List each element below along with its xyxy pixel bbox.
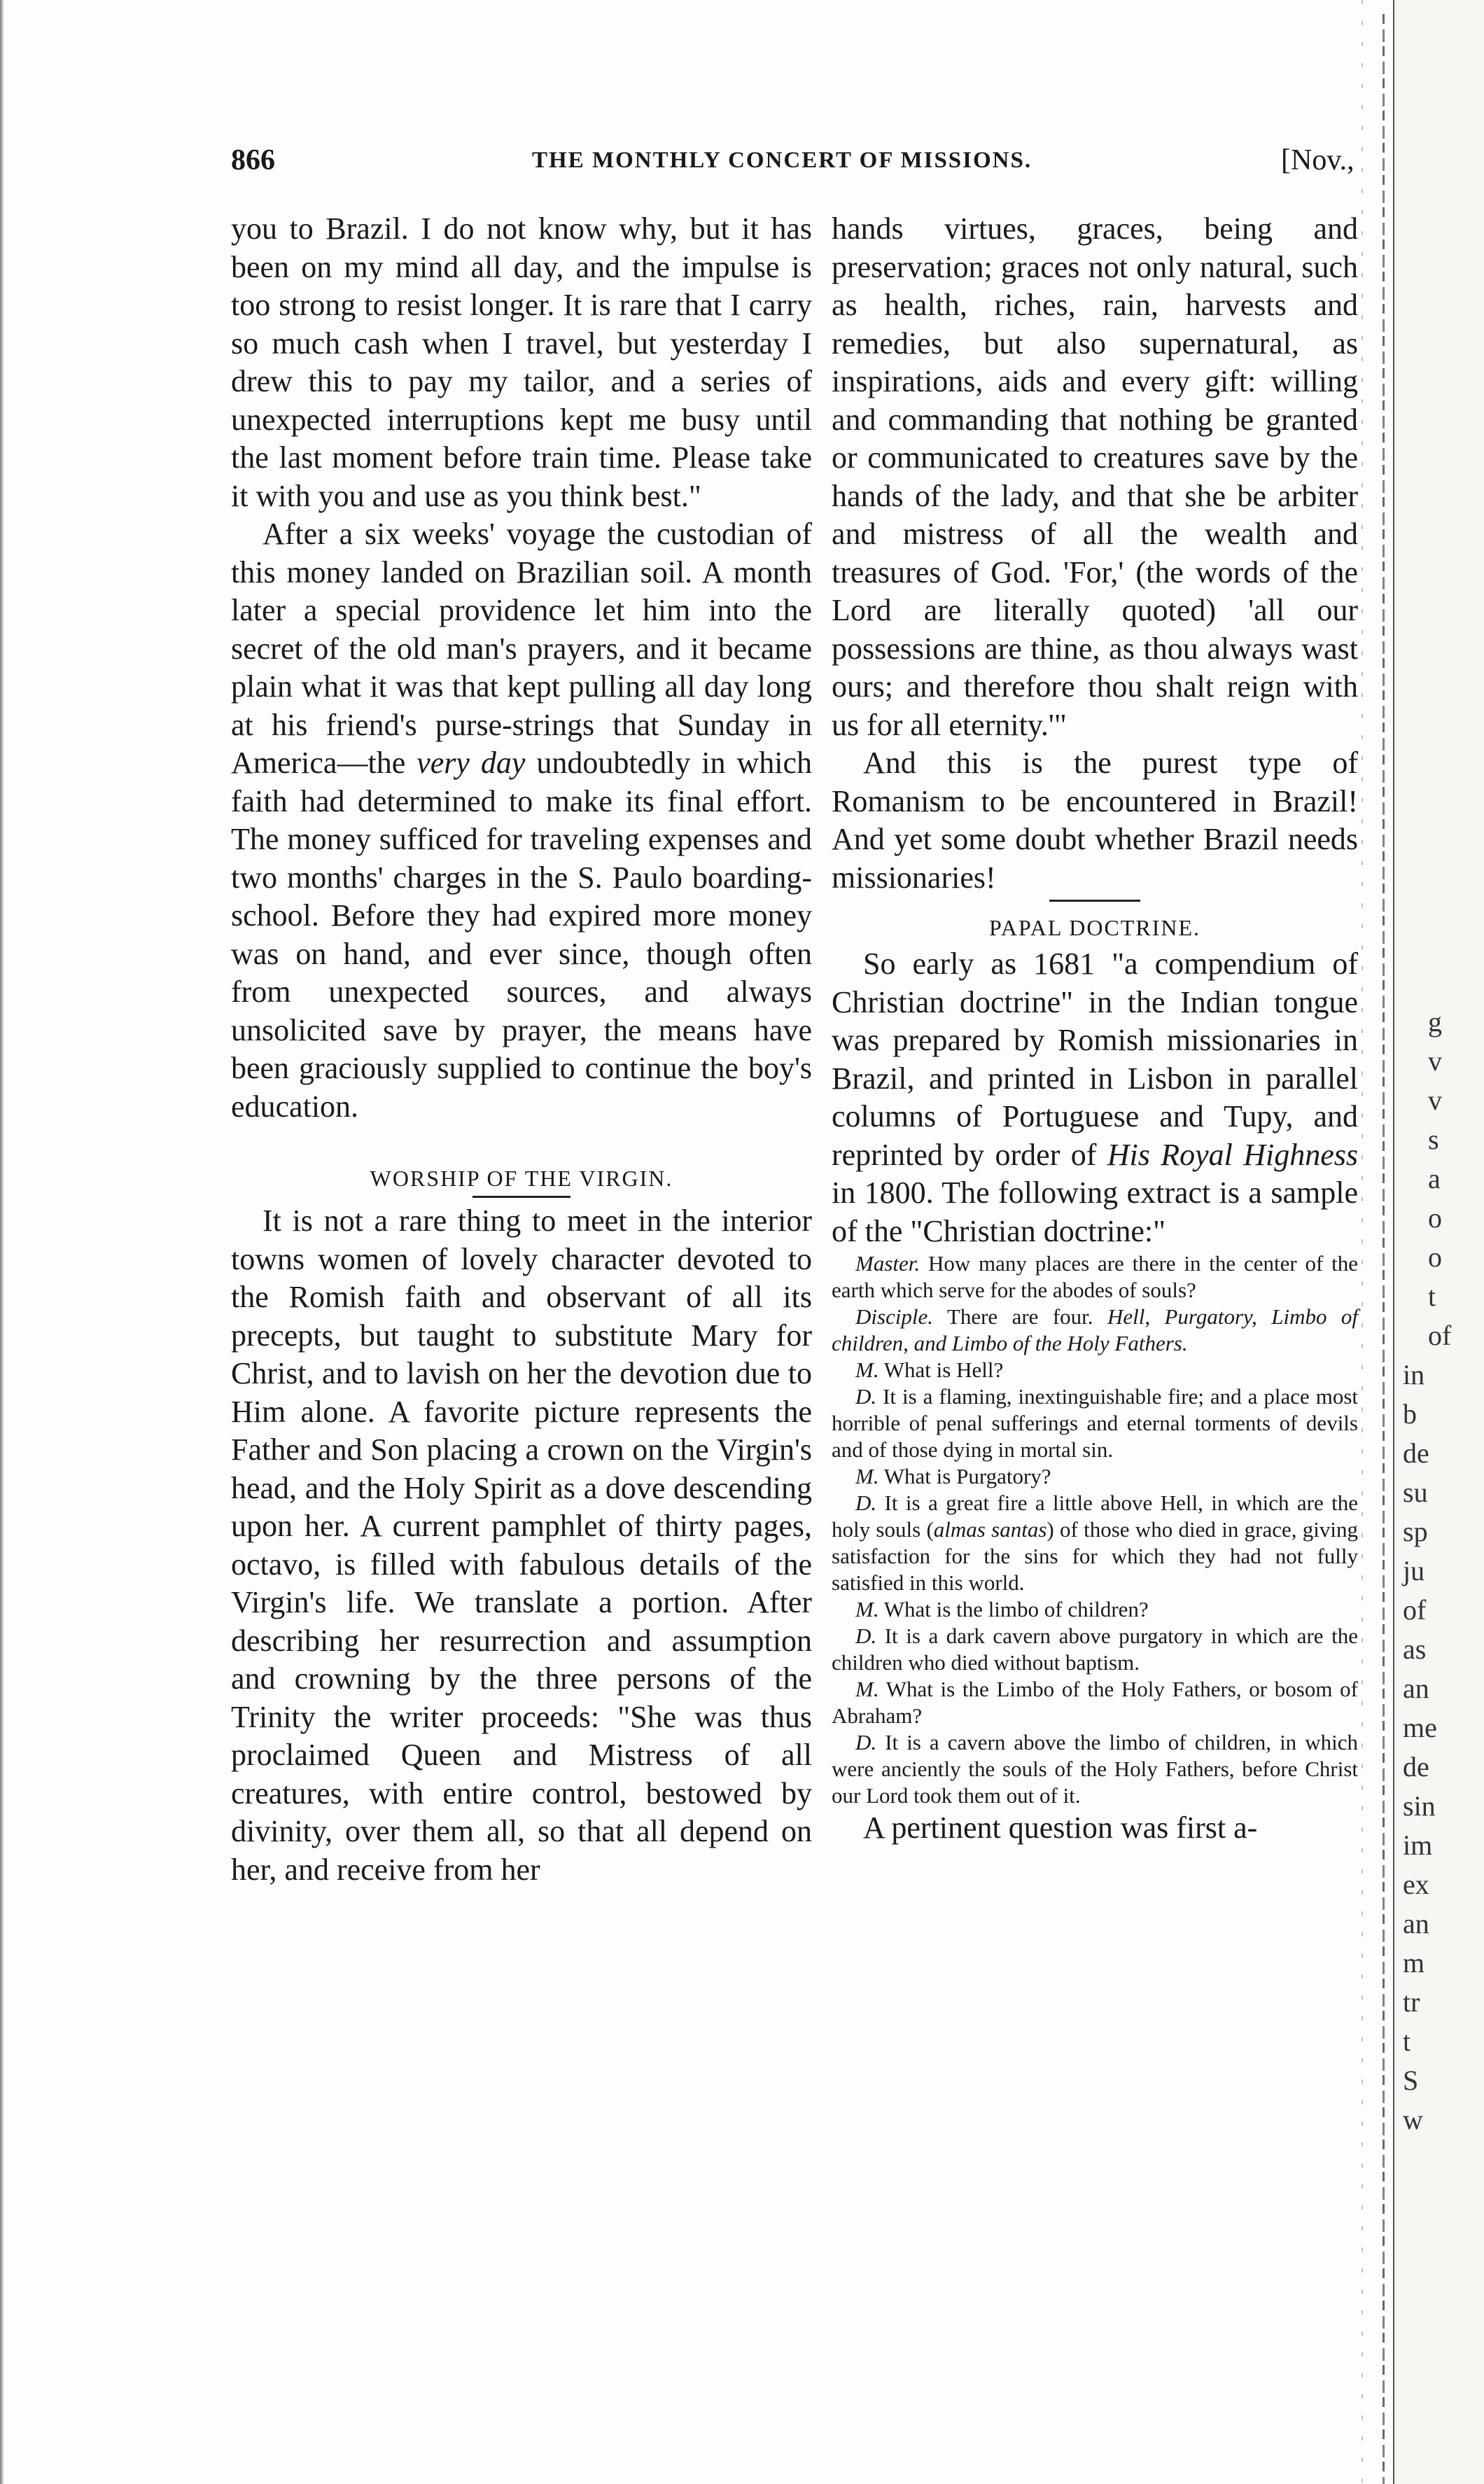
adjacent-page-fragment: an: [1403, 1908, 1429, 1939]
adjacent-page-fragment: sp: [1403, 1516, 1428, 1547]
dialogue-speaker: D.: [855, 1624, 877, 1648]
adjacent-page-fragment: in: [1403, 1359, 1425, 1390]
adjacent-page-fragment: de: [1403, 1437, 1429, 1469]
page-header: [217, 144, 1372, 186]
adjacent-page-fragment: me: [1403, 1712, 1437, 1743]
adjacent-page-fragment: of: [1403, 1594, 1427, 1626]
catechism-dialogue: [832, 1250, 1358, 1809]
dialogue-speaker: D.: [855, 1384, 877, 1409]
dialogue-line: D. It is a great fire a little above Hell, in which are the holy souls (almas santas) of those who died in grace, giving satisfaction for the sins for which they had not fully satisfied in this world.: [832, 1491, 1358, 1595]
heading-rule: [472, 1196, 570, 1198]
dialogue-speaker: Master.: [855, 1251, 920, 1276]
dialogue-speaker: M.: [855, 1464, 879, 1488]
adjacent-page-fragment: S: [1403, 2065, 1419, 2096]
adjacent-page-fragment: tr: [1403, 1986, 1420, 2018]
adjacent-page-fragment: s: [1428, 1124, 1439, 1155]
dialogue-line: M. What is the limbo of children?: [855, 1597, 1149, 1621]
dialogue-speaker: Disciple.: [855, 1304, 934, 1329]
adjacent-page-fragment: m: [1403, 1947, 1425, 1979]
adjacent-page-fragment: im: [1403, 1829, 1433, 1861]
adjacent-page-fragment: de: [1403, 1751, 1429, 1782]
adjacent-page-fragment: sin: [1403, 1790, 1436, 1822]
right-column: [832, 210, 1358, 1848]
adjacent-page-fragment: ex: [1403, 1869, 1429, 1900]
gutter-fold: [1382, 14, 1385, 2484]
page-number: 866: [231, 144, 275, 176]
dialogue-line: D. It is a dark cavern above purgatory in which are the children who died without baptism.: [832, 1624, 1358, 1675]
dialogue-line: D. It is a flaming, inextinguishable fire; and a place most horrible of penal sufferings and eternal torments of devils and of those dying in mortal sin.: [832, 1384, 1358, 1462]
dialogue-line: M. What is Hell?: [855, 1358, 1004, 1382]
adjacent-page-fragment: t: [1428, 1281, 1436, 1312]
adjacent-page-fragment: ju: [1403, 1555, 1425, 1586]
adjacent-page-fragment: v: [1428, 1045, 1442, 1077]
header-date: [Nov.,: [1281, 144, 1354, 176]
adjacent-page-fragment: g: [1428, 1006, 1442, 1038]
dialogue-speaker: D.: [855, 1491, 877, 1515]
paragraph: A pertinent question was first a-: [863, 1810, 1258, 1845]
dialogue-speaker: M.: [855, 1597, 879, 1621]
dialogue-line: M. What is Purgatory?: [855, 1464, 1051, 1488]
adjacent-page-fragment: of: [1428, 1320, 1452, 1351]
adjacent-page-fragment: b: [1403, 1398, 1417, 1430]
dialogue-line: Disciple. There are four. Hell, Purgatory, Limbo of children, and Limbo of the Holy Fathers.: [832, 1304, 1358, 1355]
adjacent-page-fragment: w: [1403, 2104, 1423, 2135]
paragraph: you to Brazil. I do not know why, but it has been on my mind all day, and the impulse is too strong to resist longer. It is rare that I carry so much cash when I travel, but yesterday I drew this to pay my tailor, and a series of unexpected interruptions kept me busy until the last moment before train time. Please take it with you and use as you think best.": [231, 211, 812, 513]
adjacent-page-fragment: t: [1403, 2025, 1411, 2057]
gutter-shadow: [1362, 0, 1363, 2484]
section-heading-worship: WORSHIP OF THE VIRGIN.: [370, 1166, 673, 1191]
adjacent-page-fragment: an: [1403, 1673, 1429, 1704]
running-title: THE MONTHLY CONCERT OF MISSIONS.: [532, 148, 1032, 173]
left-column: [231, 210, 812, 1889]
paragraph: So early as 1681 "a compendium of Christian doctrine" in the Indian tongue was prepared by Romish missionaries in Brazil, and printed in Lisbon in parallel columns of Portuguese and Tupy, and reprinted by order of His Royal Highness in 1800. The following extract is a sample of the "Christian doctrine:": [832, 947, 1358, 1248]
adjacent-page-fragment: a: [1428, 1163, 1441, 1194]
dialogue-speaker: M.: [855, 1677, 879, 1701]
adjacent-page-edge: [1393, 0, 1484, 2484]
dialogue-line: M. What is the Limbo of the Holy Fathers, or bosom of Abraham?: [832, 1677, 1358, 1728]
dialogue-speaker: D.: [855, 1730, 877, 1754]
paragraph: And this is the purest type of Romanism to be encountered in Brazil! And yet some doubt whether Brazil needs missionaries!: [832, 746, 1358, 895]
paragraph: After a six weeks' voyage the custodian of this money landed on Brazilian soil. A month later a special providence let him into the secret of the old man's prayers, and it became plain what it was that kept pulling all day long at his friend's purse-strings that Sunday in America—the very day undoubtedly in which faith had determined to make its final effort. The money sufficed for traveling expenses and two months' charges in the S. Paulo boarding-school. Before they had expired more money was on hand, and ever since, though often from unexpected sources, and always unsolicited save by prayer, the means have been graciously supplied to continue the boy's education.: [231, 517, 813, 1124]
dialogue-speaker: M.: [855, 1358, 879, 1382]
adjacent-page-fragment: o: [1428, 1202, 1442, 1234]
adjacent-page-fragment: as: [1403, 1633, 1427, 1665]
scan-edge: [0, 0, 4, 2484]
section-rule: [1049, 900, 1140, 902]
dialogue-line: Master. How many places are there in the center of the earth which serve for the abodes of souls?: [832, 1251, 1358, 1302]
paragraph: hands virtues, graces, being and preservation; graces not only natural, such as health, riches, rain, harvests and remedies, but also supernatural, as inspirations, aids and every gift: willing and commanding that nothing be granted or communicated to creatures save by the hands of the lady, and that she be arbiter and mistress of all the wealth and treasures of God. 'For,' (the words of the Lord are literally quoted) 'all our possessions are thine, as thou always wast ours; and therefore thou shalt reign with us for all eternity.'": [832, 211, 1358, 742]
section-heading-papal: PAPAL DOCTRINE.: [988, 915, 1201, 940]
dialogue-line: D. It is a cavern above the limbo of children, in which were anciently the souls of the Holy Fathers, before Christ our Lord took them out of it.: [832, 1730, 1358, 1808]
adjacent-page-fragment: o: [1428, 1241, 1442, 1273]
adjacent-page-fragment: v: [1428, 1084, 1442, 1116]
adjacent-page-fragment: su: [1403, 1477, 1428, 1508]
paragraph: It is not a rare thing to meet in the interior towns women of lovely character devoted to the Romish faith and observant of all its precepts, but taught to substitute Mary for Christ, and to lavish on her the devotion due to Him alone. A favorite picture represents the Father and Son placing a crown on the Virgin's head, and the Holy Spirit as a dove descending upon her. A current pamphlet of thirty pages, octavo, is filled with fabulous details of the Virgin's life. We translate a portion. After describing her resurrection and assumption and crowning by the three persons of the Trinity the writer proceeds: "She was thus proclaimed Queen and Mistress of all creatures, with entire control, bestowed by divinity, over them all, so that all depend on her, and receive from her: [231, 1203, 812, 1887]
